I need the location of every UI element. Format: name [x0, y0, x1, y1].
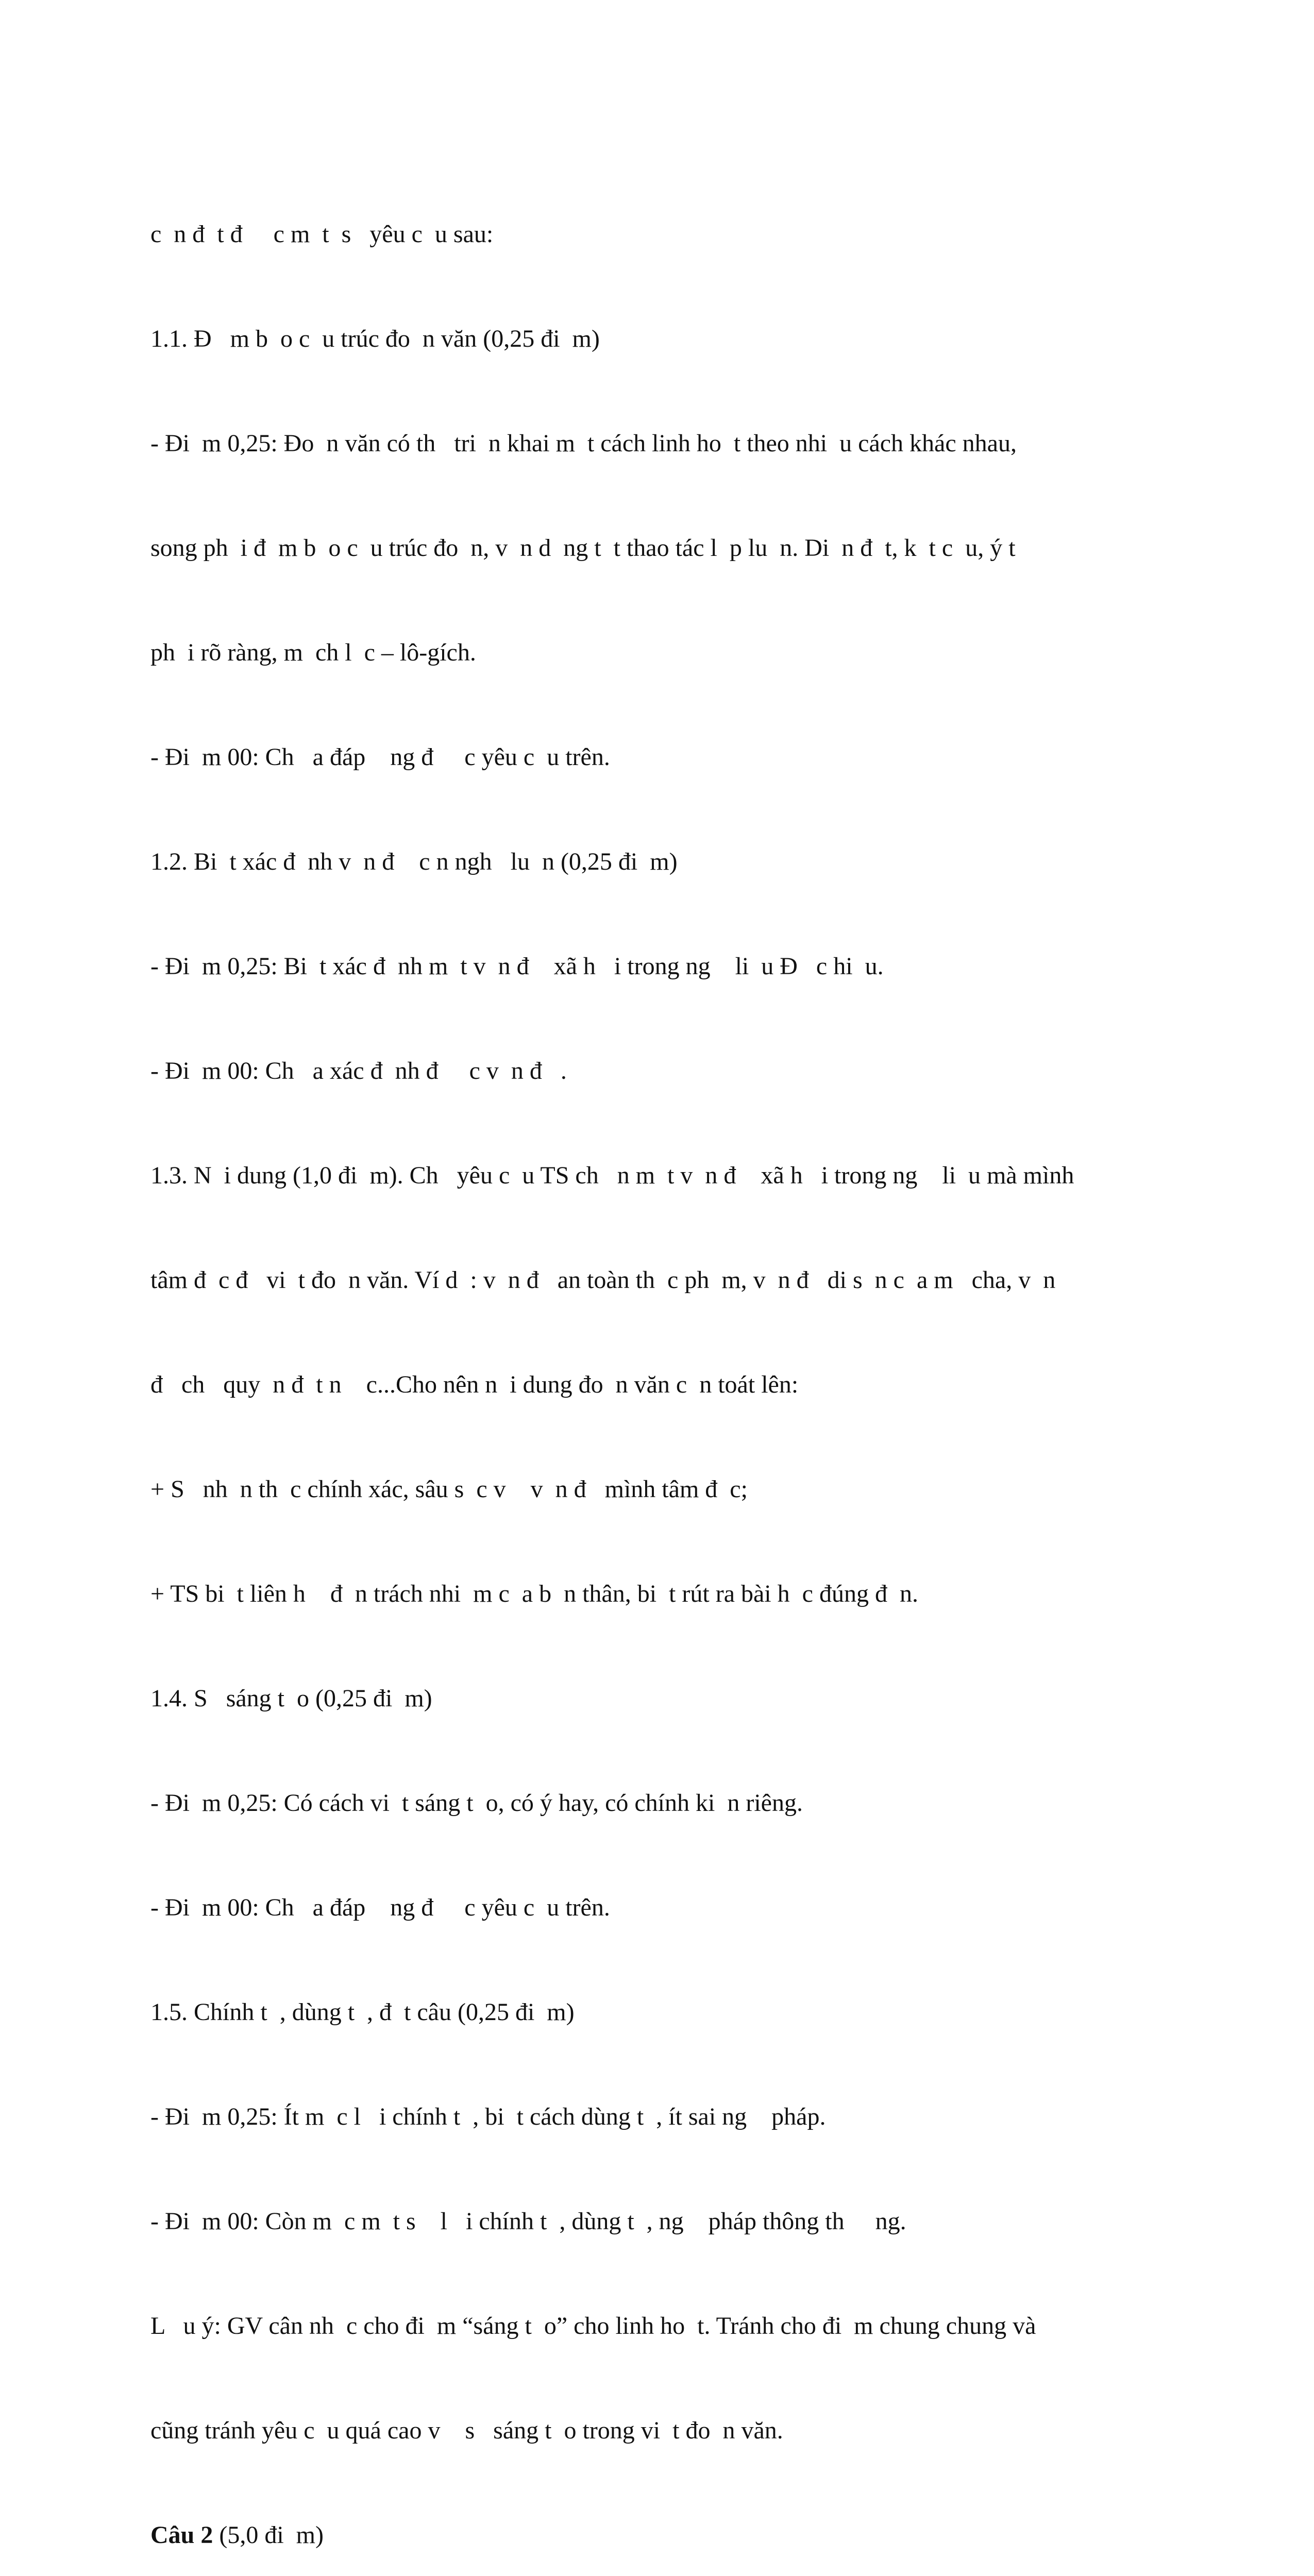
subsection-heading: 1.3. N i dung (1,0 đi m). Ch yêu c u TS ch n m t v n đ xã h i trong ng li u mà mình [150, 1162, 1074, 1189]
text-line: ph i rõ ràng, m ch l c – lô-gích. [150, 639, 476, 666]
text-line: c n đ t đ c m t s yêu c u sau: [150, 221, 494, 248]
text-line: + TS bi t liên h đ n trách nhi m c a b n thân, bi t rút ra bài h c đúng đ n. [150, 1580, 918, 1607]
text-line: - Đi m 0,25: Đo n văn có th tri n khai m t cách linh ho t theo nhi u cách khác nhau, [150, 430, 1017, 457]
question-points: (5,0 đi m) [213, 2521, 324, 2549]
text-line: + S nh n th c chính xác, sâu s c v v n đ mình tâm đ c; [150, 1476, 748, 1503]
text-line: song ph i đ m b o c u trúc đo n, v n d ng t t thao tác l p lu n. Di n đ t, k t c u, ý t [150, 534, 1016, 562]
text-line: - Đi m 0,25: Có cách vi t sáng t o, có ý hay, có chính ki n riêng. [150, 1789, 803, 1817]
text-line: - Đi m 00: Còn m c m t s l i chính t , dùng t , ng pháp thông th ng. [150, 2208, 906, 2235]
document-page [150, 154, 1168, 2576]
text-line: - Đi m 00: Ch a đáp ng đ c yêu c u trên. [150, 743, 610, 771]
subsection-heading: 1.1. Đ m b o c u trúc đo n văn (0,25 đi m) [150, 325, 600, 352]
text-line: - Đi m 00: Ch a đáp ng đ c yêu c u trên. [150, 1894, 610, 1921]
question-heading [150, 2511, 1168, 2559]
text-line: - Đi m 0,25: Bi t xác đ nh m t v n đ xã h i trong ng li u Đ c hi u. [150, 953, 884, 980]
text-line: đ ch quy n đ t n c...Cho nên n i dung đo n văn c n toát lên: [150, 1371, 799, 1398]
subsection-heading: 1.5. Chính t , dùng t , đ t câu (0,25 đi m) [150, 1998, 575, 2026]
note-line: L u ý: GV cân nh c cho đi m “sáng t o” cho linh ho t. Tránh cho đi m chung chung và [150, 2312, 1036, 2340]
text-line: - Đi m 0,25: Ít m c l i chính t , bi t cách dùng t , ít sai ng pháp. [150, 2103, 826, 2130]
question-label: Câu 2 [150, 2521, 213, 2549]
subsection-heading: 1.4. S sáng t o (0,25 đi m) [150, 1685, 432, 1712]
note-line: cũng tránh yêu c u quá cao v s sáng t o trong vi t đo n văn. [150, 2417, 783, 2444]
subsection-heading: 1.2. Bi t xác đ nh v n đ c n ngh lu n (0,25 đi m) [150, 848, 678, 875]
text-line: - Đi m 00: Ch a xác đ nh đ c v n đ . [150, 1057, 567, 1084]
text-line: tâm đ c đ vi t đo n văn. Ví d : v n đ an toàn th c ph m, v n đ di s n c a m cha, v n [150, 1266, 1056, 1294]
